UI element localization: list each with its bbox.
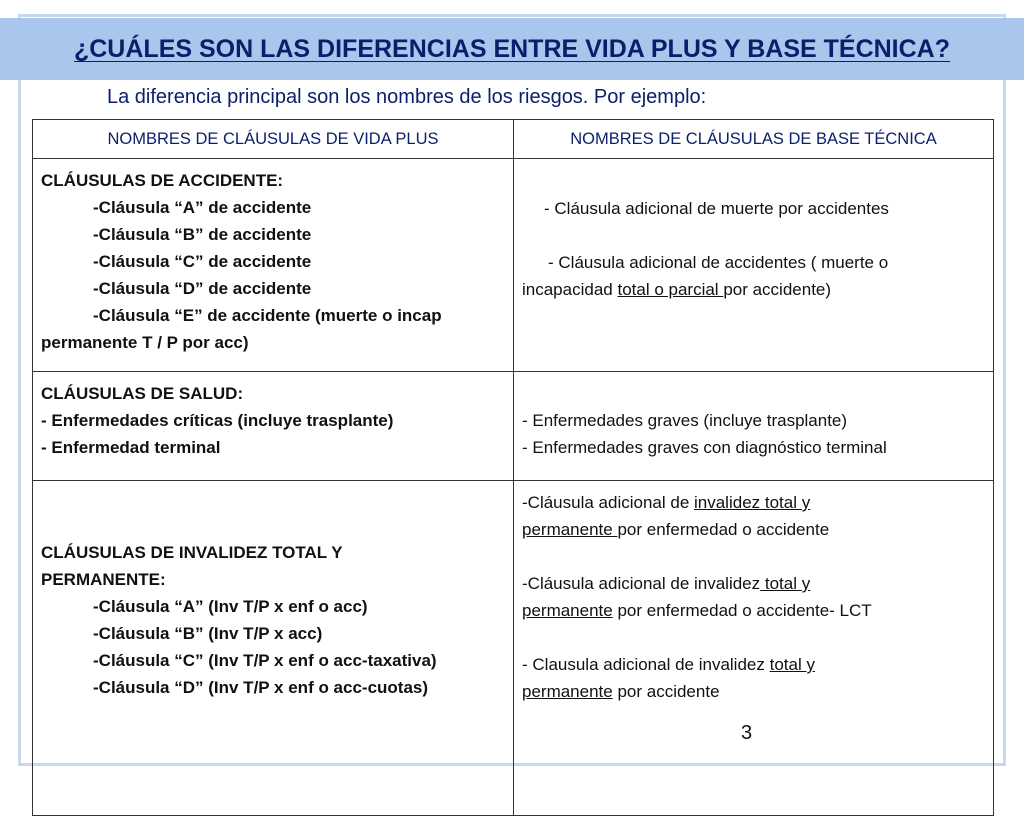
- list-item: [522, 570, 985, 597]
- salud-heading: CLÁUSULAS DE SALUD:: [41, 384, 244, 403]
- list-item: -Cláusula “A” de accidente: [93, 198, 312, 217]
- list-item: -Cláusula “E” de accidente (muerte o incap: [93, 306, 442, 325]
- table-row-invalidez: [33, 481, 994, 816]
- cell-base-tecnica-accidente: [514, 159, 994, 372]
- list-item-continuation: permanente T / P por acc): [41, 333, 249, 352]
- text-span: - Clausula adicional de invalidez: [522, 655, 770, 674]
- underlined-text: permanente: [522, 601, 613, 620]
- text-span: incapacidad: [522, 280, 618, 299]
- list-item: - Enfermedades graves (incluye trasplante): [522, 411, 848, 430]
- cell-base-tecnica-invalidez: [514, 481, 994, 816]
- list-item: -Cláusula “A” (Inv T/P x enf o acc): [93, 597, 368, 616]
- list-item: -Cláusula “C” (Inv T/P x enf o acc-taxativa): [93, 651, 437, 670]
- table-header-row: [33, 120, 994, 159]
- list-item-continuation: [522, 678, 985, 705]
- list-item: -Cláusula “D” (Inv T/P x enf o acc-cuotas): [93, 678, 429, 697]
- text-span: -Cláusula adicional de: [522, 493, 694, 512]
- underlined-text: permanente: [522, 520, 618, 539]
- page-number: 3: [741, 722, 753, 744]
- header-base-tecnica: NOMBRES DE CLÁUSULAS DE BASE TÉCNICA: [514, 120, 994, 159]
- table-row-accidente: [33, 159, 994, 372]
- list-item: -Cláusula “D” de accidente: [93, 279, 312, 298]
- list-item: [522, 489, 985, 516]
- list-item: -Cláusula “B” (Inv T/P x acc): [93, 624, 323, 643]
- list-item: -Cláusula “C” de accidente: [93, 252, 312, 271]
- text-span: por enfermedad o accidente: [617, 520, 830, 539]
- table-row-salud: [33, 372, 994, 481]
- list-item: -Cláusula “B” de accidente: [93, 225, 312, 244]
- underlined-text: permanente: [522, 682, 613, 701]
- cell-vida-plus-invalidez: [33, 481, 514, 816]
- list-item-continuation: [522, 276, 985, 303]
- header-vida-plus: NOMBRES DE CLÁUSULAS DE VIDA PLUS: [33, 120, 514, 159]
- underlined-text: total o parcial: [617, 280, 724, 299]
- underlined-text: total y: [769, 655, 815, 674]
- invalidez-heading: CLÁUSULAS DE INVALIDEZ TOTAL Y: [41, 543, 343, 562]
- list-item: - Cláusula adicional de muerte por accidentes: [544, 199, 889, 218]
- cell-vida-plus-salud: [33, 372, 514, 481]
- text-span: -Cláusula adicional de invalidez: [522, 574, 761, 593]
- underlined-text: invalidez total y: [694, 493, 811, 512]
- slide-title: ¿CUÁLES SON LAS DIFERENCIAS ENTRE VIDA PLUS Y BASE TÉCNICA?: [73, 35, 950, 63]
- cell-base-tecnica-salud: [514, 372, 994, 481]
- list-item: - Enfermedad terminal: [41, 438, 221, 457]
- list-item: - Enfermedades críticas (incluye trasplante): [41, 411, 394, 430]
- list-item: [522, 651, 985, 678]
- text-span: por accidente): [723, 280, 832, 299]
- comparison-table: [32, 119, 994, 816]
- accidente-heading: CLÁUSULAS DE ACCIDENTE:: [41, 171, 284, 190]
- cell-vida-plus-accidente: [33, 159, 514, 372]
- slide-subtitle: La diferencia principal son los nombres de los riesgos. Por ejemplo:: [107, 86, 707, 108]
- list-item-continuation: [522, 597, 985, 624]
- list-item: - Cláusula adicional de accidentes ( muerte o: [548, 253, 889, 272]
- text-span: por accidente: [612, 682, 720, 701]
- list-item: - Enfermedades graves con diagnóstico terminal: [522, 438, 887, 457]
- invalidez-heading-cont: PERMANENTE:: [41, 570, 166, 589]
- list-item-continuation: [522, 516, 985, 543]
- underlined-text: total y: [760, 574, 811, 593]
- text-span: por enfermedad o accidente- LCT: [612, 601, 872, 620]
